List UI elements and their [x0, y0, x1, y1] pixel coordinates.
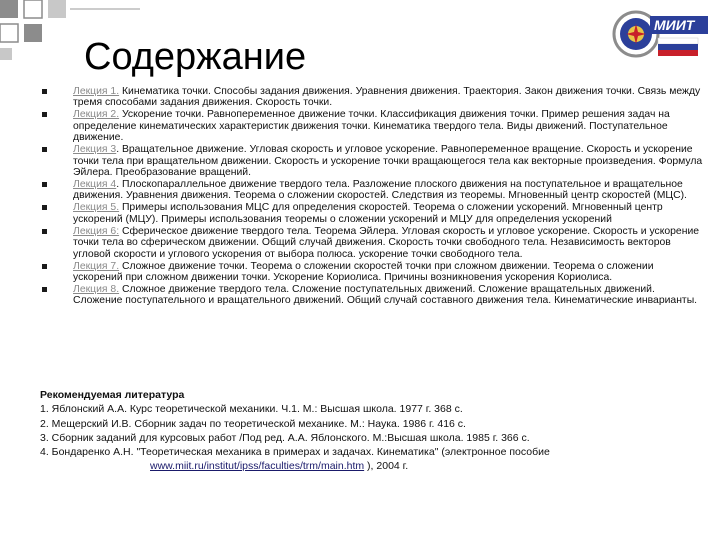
lecture-link[interactable]: Лекция 3: [73, 144, 117, 156]
lecture-description: Кинематика точки. Способы задания движения. Уравнения движения. Траектория. Закон движения точки. Связь между тремя способами задания движения. Скорость точки.: [73, 86, 701, 109]
lecture-item: [40, 109, 705, 143]
lecture-item: [40, 284, 705, 307]
lecture-description: Примеры использования МЦС для определения скоростей. Теорема о сложении ускорений. Мгновенный центр ускорений (МЦУ). Примеры использования теоремы о сложении ускорений и МЦУ для определения ускорений: [73, 202, 663, 225]
bullet-icon: [42, 89, 47, 94]
reference-url-link[interactable]: www.miit.ru/institut/ipss/faculties/trm/main.htm: [150, 460, 365, 473]
lecture-item: [40, 226, 705, 260]
lecture-description: Сложное движение точки. Теорема о сложении скоростей точки при сложном движении. Теорема о сложении ускорений при сложном движении точки. Ускорение Кориолиса. Причины возникновения ускорения Кориолиса.: [73, 260, 654, 284]
lecture-link[interactable]: Лекция 8.: [73, 284, 120, 296]
page-title: Содержание: [84, 36, 307, 78]
lecture-item: [40, 86, 705, 109]
lecture-description: Ускорение точки. Равнопеременное движение точки. Классификация движения точки. Пример решения задач на определение кинематических характеристик движения точки. Кинематика твердого тела. Виды движений. Поступательное движение.: [73, 109, 670, 144]
miit-logo: [610, 4, 710, 68]
references-title: Рекомендуемая литература: [40, 389, 185, 401]
reference-item: 1. Яблонский А.А. Курс теоретической механики. Ч.1. М.: Высшая школа. 1977 г. 368 с.: [40, 403, 463, 416]
reference-continuation: [40, 459, 710, 473]
lecture-link[interactable]: Лекция 4: [73, 179, 117, 191]
references-section: [40, 388, 710, 474]
bullet-icon: [42, 205, 47, 210]
logo-text: МИИТ: [654, 17, 695, 33]
bullet-icon: [42, 147, 47, 152]
lecture-link[interactable]: Лекция 7.: [73, 260, 120, 272]
reference-item: 2. Мещерский И.В. Сборник задач по теоретической механике. М.: Наука. 1986 г. 416 с.: [40, 417, 466, 430]
lecture-item: [40, 179, 705, 202]
lecture-item: [40, 144, 705, 178]
lecture-link[interactable]: Лекция 2.: [73, 109, 120, 121]
bullet-icon: [42, 264, 47, 269]
lecture-description: . Плоскопараллельное движение твердого тела. Разложение плоского движения на поступательное и вращательное движения. Уравнения движения. Теорема о сложении скоростей. Следствия из теоремы. Мгновенный центр скоростей (МЦС).: [73, 179, 687, 202]
bullet-icon: [42, 287, 47, 292]
lecture-item: [40, 261, 705, 284]
lecture-link[interactable]: Лекция 5.: [73, 202, 120, 214]
lecture-item: [40, 202, 705, 225]
reference-tail: ), 2004 г.: [364, 460, 409, 473]
lecture-description: Сложное движение твердого тела. Сложение поступательных движений. Сложение вращательных движений. Сложение поступательного и вращательного движений. Общий случай составного движения тела. Кинематические инварианты.: [73, 284, 698, 307]
lecture-list: [40, 86, 705, 307]
bullet-icon: [42, 229, 47, 234]
lecture-link[interactable]: Лекция 6:: [73, 225, 120, 237]
bullet-icon: [42, 112, 47, 117]
lecture-link[interactable]: Лекция 1.: [73, 86, 120, 97]
reference-item: 4. Бондаренко А.Н. "Теоретическая механика в примерах и задачах. Кинематика" (электронное пособие: [40, 446, 550, 459]
bullet-icon: [42, 182, 47, 187]
lecture-description: Сферическое движение твердого тела. Теорема Эйлера. Угловая скорость и угловое ускорение. Скорость и ускорение точки тела во сферическом движении. Общий случай движения. Скорость точки свободного тела. Независимость векторов угловой скорости и углового ускорения от выбора полюса. ускорение точки свободного тела.: [73, 225, 700, 260]
lecture-description: . Вращательное движение. Угловая скорость и угловое ускорение. Равнопеременное вращение. Скорость и ускорение точки тела при вращательном движении. Скорость и ускорение точки вращающегося тела как векторные произведения. Формула Эйлера. Преобразование вращений.: [73, 144, 703, 179]
reference-item: 3. Сборник заданий для курсовых работ /Под ред. А.А. Яблонского. М.:Высшая школа. 1985 г. 366 с.: [40, 431, 530, 444]
